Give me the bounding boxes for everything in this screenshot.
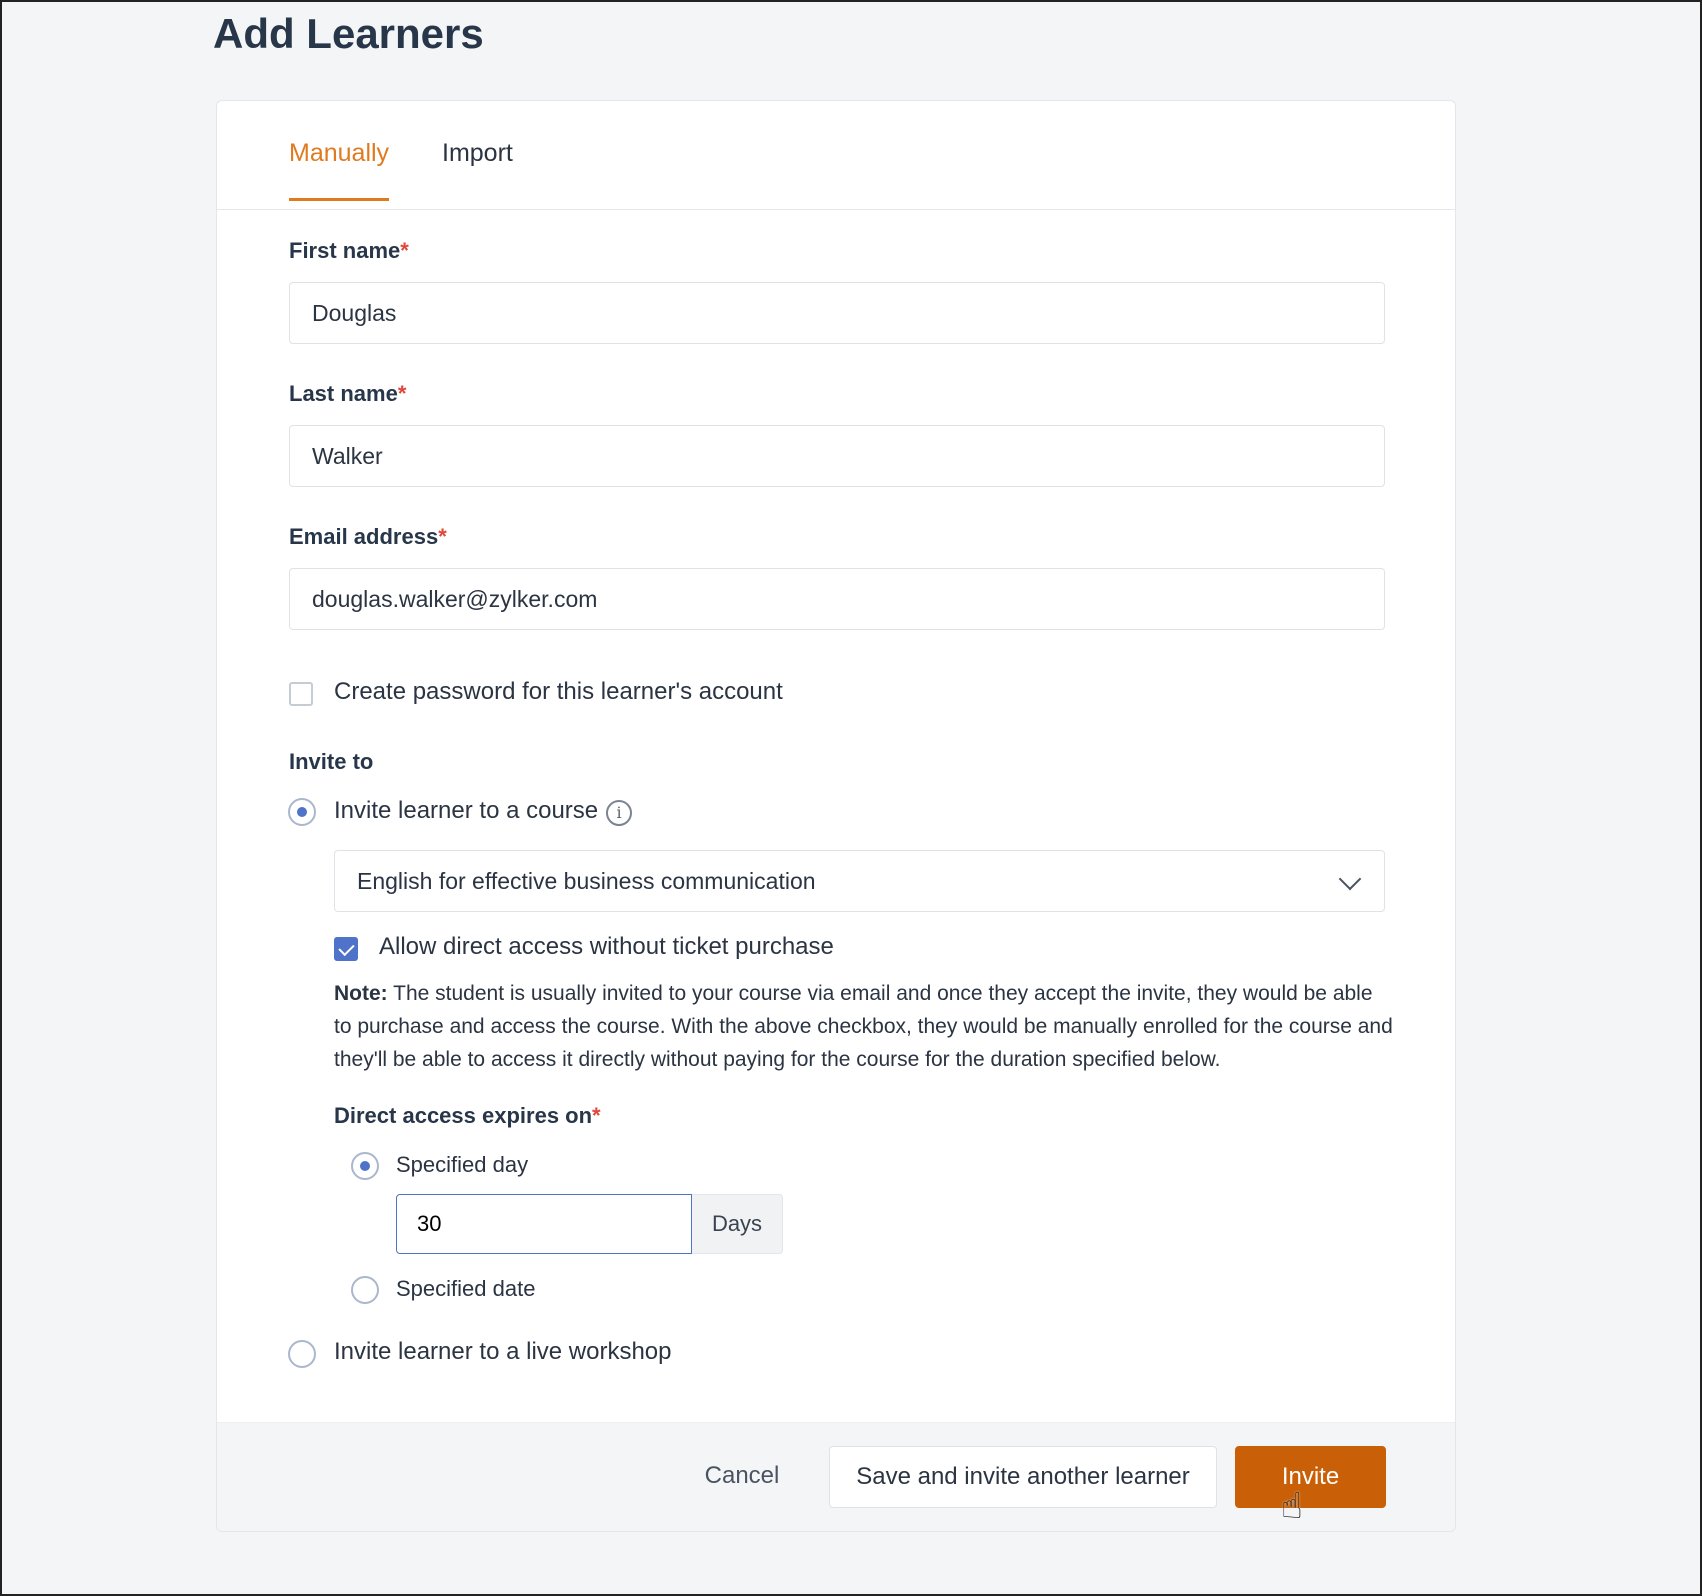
save-and-invite-another-button[interactable]: Save and invite another learner (829, 1446, 1217, 1508)
direct-access-checkbox[interactable] (334, 937, 358, 961)
cancel-button[interactable]: Cancel (704, 1462, 780, 1489)
note-prefix: Note: (334, 982, 388, 1005)
invite-workshop-radio[interactable] (288, 1340, 316, 1368)
days-unit: Days (692, 1194, 783, 1254)
specified-date-label: Specified date (396, 1276, 536, 1301)
direct-access-label: Allow direct access without ticket purchase (379, 933, 834, 960)
last-name-input[interactable] (289, 425, 1385, 487)
create-password-checkbox[interactable] (289, 682, 313, 706)
invite-course-radio[interactable] (288, 798, 316, 826)
invite-button[interactable]: Invite (1235, 1446, 1386, 1508)
add-learners-card (216, 100, 1456, 1532)
required-mark: * (397, 381, 407, 406)
hand-cursor-icon: ☝ (1281, 1485, 1303, 1526)
required-mark: * (400, 238, 409, 263)
invite-to-label: Invite to (289, 749, 374, 774)
expires-label: Direct access expires on* (334, 1103, 601, 1128)
course-select-value: English for effective business communication (357, 868, 816, 894)
create-password-label: Create password for this learner's account (334, 678, 783, 705)
invite-course-label: Invite learner to a course (334, 797, 599, 824)
invite-workshop-label: Invite learner to a live workshop (334, 1338, 672, 1365)
required-mark: * (592, 1103, 601, 1128)
form-footer (217, 1422, 1455, 1531)
specified-date-radio[interactable] (351, 1276, 379, 1304)
specified-day-radio[interactable] (351, 1152, 379, 1180)
email-input[interactable] (289, 568, 1385, 630)
first-name-label: First name* (289, 238, 409, 263)
tab-import[interactable]: Import (442, 139, 513, 167)
days-input[interactable] (396, 1194, 692, 1254)
note-text: The student is usually invited to your course via email and once they accept the invite, they would be able to purchase and access the course. With the above checkbox, they would be manually enrolled for the course and they'll be able to access it directly without paying for the course for the duration specified below. (334, 982, 1393, 1071)
tab-bar (217, 101, 1455, 210)
email-label: Email address* (289, 524, 447, 549)
course-select[interactable] (334, 850, 1385, 912)
first-name-input[interactable] (289, 282, 1385, 344)
info-icon[interactable]: i (606, 800, 632, 826)
specified-day-label: Specified day (396, 1152, 529, 1177)
last-name-label: Last name* (289, 381, 407, 406)
page-title: Add Learners (213, 10, 484, 57)
tab-manually[interactable]: Manually (289, 139, 389, 201)
required-mark: * (438, 524, 447, 549)
chevron-down-icon (1339, 868, 1362, 891)
direct-access-note (334, 977, 1394, 1076)
